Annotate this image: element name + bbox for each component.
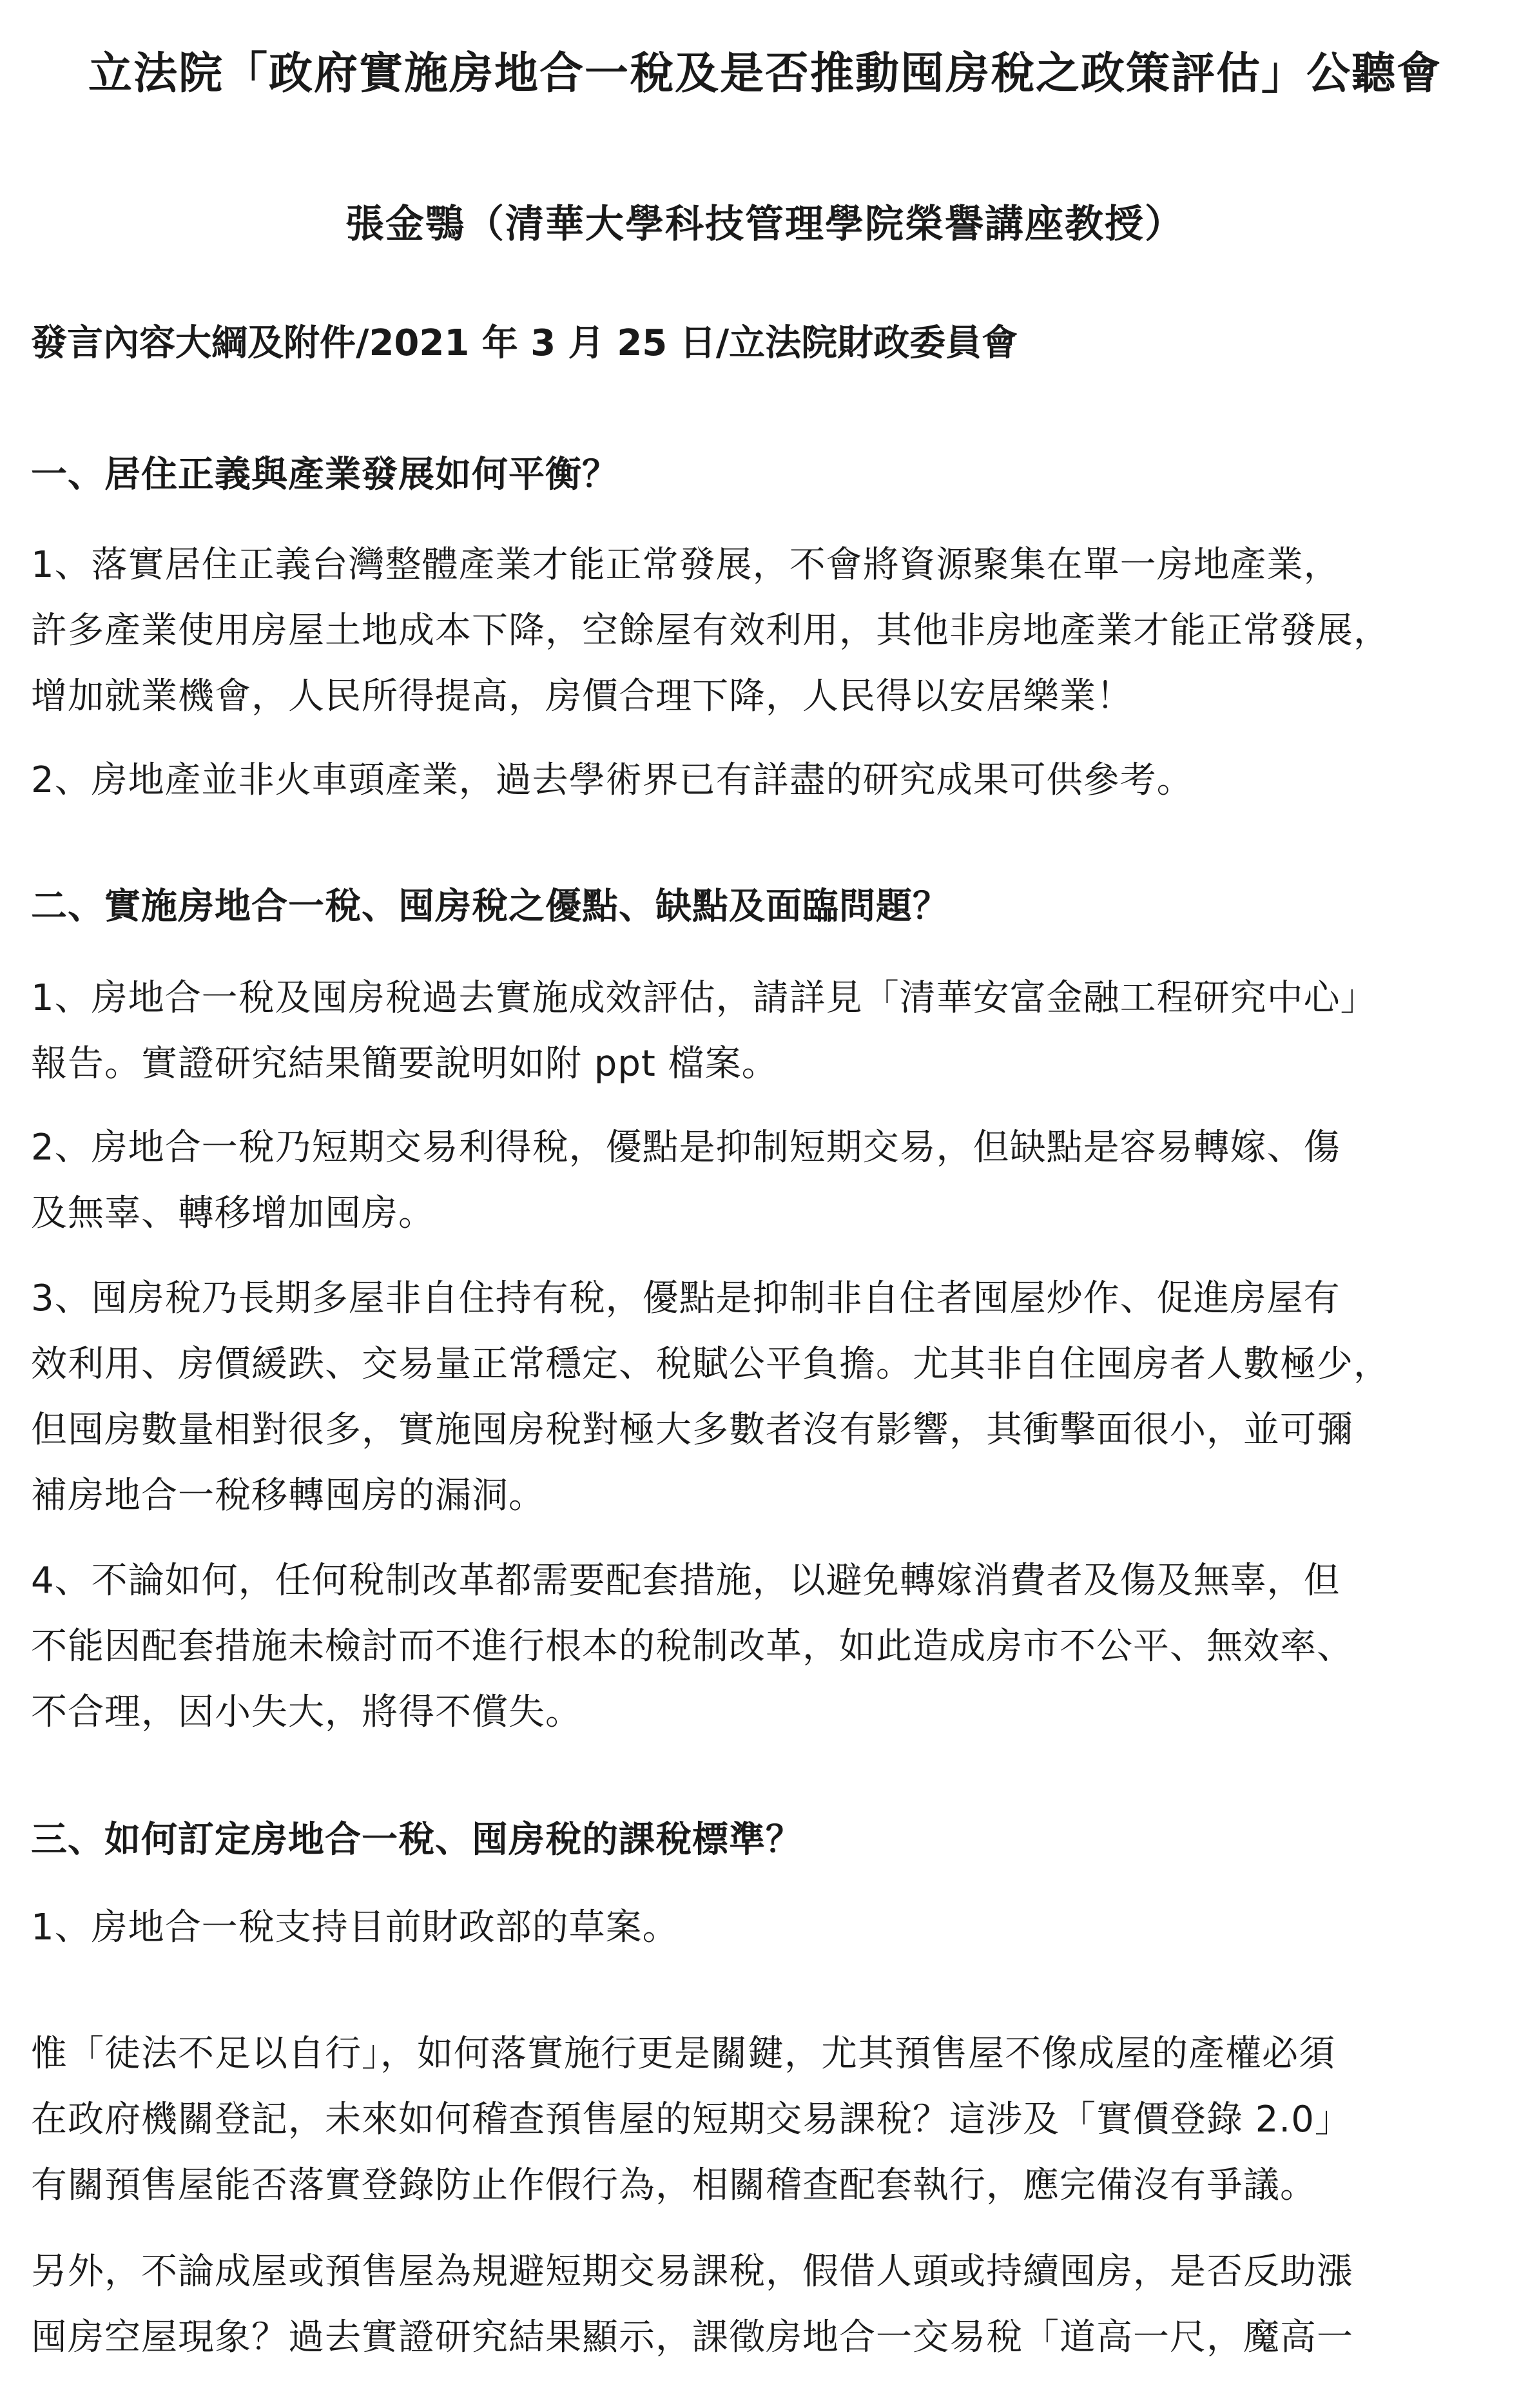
section-1-paragraph-2 xyxy=(31,748,1499,813)
section-2-paragraph-1 xyxy=(31,966,1499,1097)
paragraph-line: 及無辜、轉移增加囤房。 xyxy=(31,1192,435,1234)
section-3-heading: 三、如何訂定房地合一稅、囤房稅的課稅標準？ xyxy=(31,1819,802,1861)
document-meta: 發言內容大綱及附件/2021 年 3 月 25 日/立法院財政委員會 xyxy=(31,322,1018,364)
paragraph-line: 增加就業機會，人民所得提高，房價合理下降，人民得以安居樂業！ xyxy=(31,675,1133,717)
section-3-paragraph-1 xyxy=(31,1895,1499,1961)
section-1-heading: 一、居住正義與產業發展如何平衡？ xyxy=(31,454,619,496)
paragraph-line: 許多產業使用房屋土地成本下降，空餘屋有效利用，其他非房地產業才能正常發展， xyxy=(31,610,1390,652)
paragraph-line: 1、房地合一稅及囤房稅過去實施成效評估，請詳見「清華安富金融工程研究中心」 xyxy=(31,977,1377,1019)
paragraph-line: 有關預售屋能否落實登錄防止作假行為，相關稽查配套執行，應完備沒有爭議。 xyxy=(31,2164,1317,2206)
section-3-paragraph-2 xyxy=(31,2021,1499,2219)
paragraph-line: 4、不論如何，任何稅制改革都需要配套措施，以避免轉嫁消費者及傷及無辜，但 xyxy=(31,1560,1341,1602)
paragraph-line: 在政府機關登記，未來如何稽查預售屋的短期交易課稅？這涉及「實價登錄 2.0」 xyxy=(31,2099,1351,2141)
section-2-paragraph-2 xyxy=(31,1115,1499,1247)
paragraph-line: 1、落實居住正義台灣整體產業才能正常發展，不會將資源聚集在單一房地產業， xyxy=(31,544,1341,586)
section-2-paragraph-4 xyxy=(31,1548,1499,1745)
paragraph-line: 但囤房數量相對很多，實施囤房稅對極大多數者沒有影響，其衝擊面很小，並可彌 xyxy=(31,1409,1353,1451)
paragraph-line: 另外，不論成屋或預售屋為規避短期交易課稅，假借人頭或持續囤房，是否反助漲 xyxy=(31,2251,1353,2293)
section-1-paragraph-1 xyxy=(31,532,1499,730)
paragraph-line: 惟「徒法不足以自行」，如何落實施行更是關鍵，尤其預售屋不像成屋的產權必須 xyxy=(31,2033,1335,2075)
section-3-paragraph-3 xyxy=(31,2239,1499,2371)
section-2-paragraph-3 xyxy=(31,1266,1499,1529)
paragraph-line: 1、房地合一稅支持目前財政部的草案。 xyxy=(31,1907,679,1948)
paragraph-line: 2、房地合一稅乃短期交易利得稅，優點是抑制短期交易，但缺點是容易轉嫁、傷 xyxy=(31,1127,1341,1169)
paragraph-line: 報告。實證研究結果簡要說明如附 ppt 檔案。 xyxy=(31,1043,779,1085)
paragraph-line: 2、房地產並非火車頭產業，過去學術界已有詳盡的研究成果可供參考。 xyxy=(31,759,1194,801)
paragraph-line: 補房地合一稅移轉囤房的漏洞。 xyxy=(31,1475,545,1517)
section-2-heading: 二、實施房地合一稅、囤房稅之優點、缺點及面臨問題？ xyxy=(31,886,949,927)
paragraph-line: 不能因配套措施未檢討而不進行根本的稅制改革，如此造成房市不公平、無效率、 xyxy=(31,1626,1353,1667)
document-title: 立法院「政府實施房地合一稅及是否推動囤房稅之政策評估」公聽會 xyxy=(88,48,1442,99)
paragraph-line: 不合理，因小失大，將得不償失。 xyxy=(31,1691,582,1733)
document-author: 張金鶚（清華大學科技管理學院榮譽講座教授） xyxy=(345,202,1185,247)
paragraph-line: 3、囤房稅乃長期多屋非自住持有稅，優點是抑制非自住者囤屋炒作、促進房屋有 xyxy=(31,1277,1341,1319)
paragraph-line: 囤房空屋現象？過去實證研究結果顯示，課徵房地合一交易稅「道高一尺，魔高一 xyxy=(31,2316,1353,2358)
paragraph-line: 效利用、房價緩跌、交易量正常穩定、稅賦公平負擔。尤其非自住囤房者人數極少， xyxy=(31,1343,1390,1385)
